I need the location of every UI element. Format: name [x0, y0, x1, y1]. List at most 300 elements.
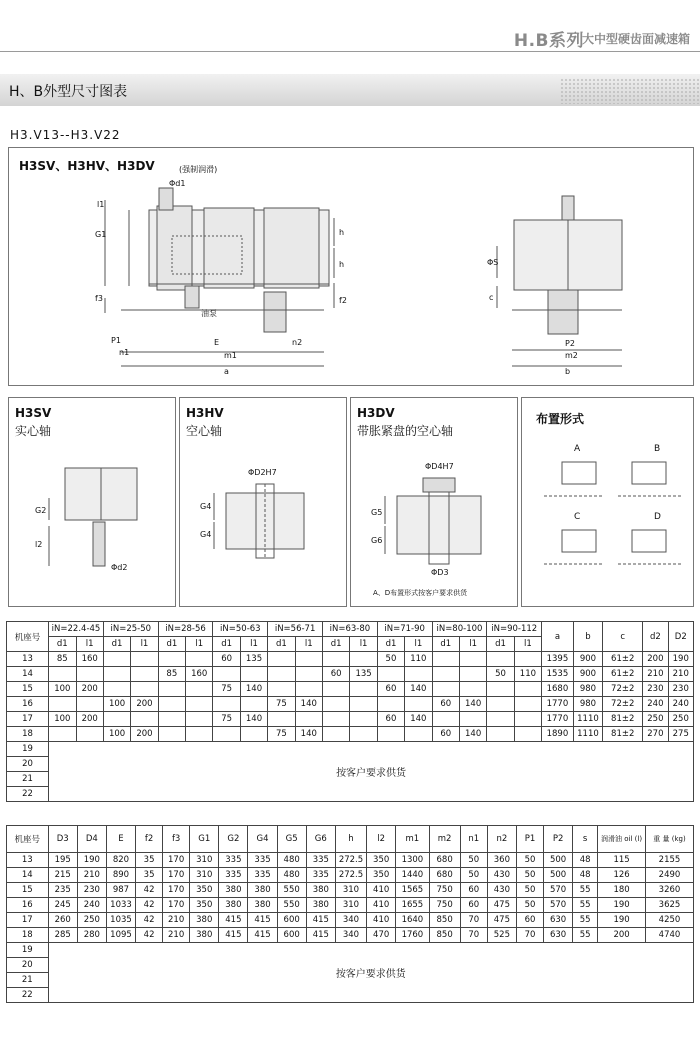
table1-cell: 140 [405, 682, 432, 697]
table1-cell [103, 682, 130, 697]
dim-h-upper: h [339, 228, 345, 237]
dim-G5: G5 [371, 508, 383, 517]
table2-cell: 190 [598, 913, 646, 928]
table2-cell: 350 [190, 883, 219, 898]
table1-cell [240, 727, 267, 742]
table1-cell: 160 [76, 652, 103, 667]
table2-cell: 55 [573, 898, 598, 913]
table2-cell: 50 [516, 853, 543, 868]
table1-cell [459, 652, 486, 667]
table2-cell: 50 [516, 868, 543, 883]
table2-cell: 335 [306, 868, 335, 883]
table2-header: P1 [516, 826, 543, 853]
table2-cell: 350 [367, 853, 396, 868]
table1-subheader-d1: d1 [377, 637, 404, 652]
dim-S: ΦS [487, 258, 499, 267]
table2-header: h [335, 826, 366, 853]
table2-cell: 310 [335, 898, 366, 913]
table2-cell: 380 [219, 883, 248, 898]
table2-cell: 50 [460, 868, 487, 883]
table1-cell [131, 712, 158, 727]
table1-row-id: 17 [7, 712, 49, 727]
table2-header: m1 [396, 826, 429, 853]
table1-cell [131, 652, 158, 667]
layout-label-a: A [574, 444, 581, 454]
table2-cell: 415 [219, 928, 248, 943]
table1-cell: 160 [186, 667, 213, 682]
table2-cell: 380 [190, 913, 219, 928]
table1-subheader-l1: l1 [186, 637, 213, 652]
table1-cell [158, 682, 185, 697]
section-title: H、B外型尺寸图表 [9, 84, 128, 100]
table2-cell: 195 [48, 853, 77, 868]
table1-cell [514, 712, 541, 727]
table1-cell [103, 712, 130, 727]
table2-header: 重 量 (kg) [646, 826, 694, 853]
table2-cell: 235 [48, 883, 77, 898]
table2-cell: 340 [335, 913, 366, 928]
table2-cell: 525 [487, 928, 516, 943]
table2-cell: 180 [598, 883, 646, 898]
table2-cell: 380 [248, 898, 277, 913]
table2-header: m2 [429, 826, 460, 853]
table1-cell [487, 712, 514, 727]
table2-cell: 190 [598, 898, 646, 913]
dim-P2: P2 [565, 339, 575, 348]
table1-cell: 60 [213, 652, 240, 667]
table2-cell: 60 [460, 883, 487, 898]
table1-subheader-d1: d1 [487, 637, 514, 652]
table2-cell: 1300 [396, 853, 429, 868]
table1-cell [350, 727, 377, 742]
table1-cell [240, 667, 267, 682]
table2-cell: 680 [429, 868, 460, 883]
table1-cell [103, 667, 130, 682]
table1-row-id: 16 [7, 697, 49, 712]
table1-cell: 110 [405, 652, 432, 667]
table1-notice: 按客户要求供货 [49, 742, 694, 802]
table1-cell [432, 652, 459, 667]
table-row [7, 913, 694, 928]
table-row [7, 712, 694, 727]
table2-cell: 550 [277, 883, 306, 898]
table1-cell: 980 [573, 682, 602, 697]
table2-cell: 210 [163, 913, 190, 928]
table2-header: f3 [163, 826, 190, 853]
main-drawing [8, 147, 694, 386]
table2-cell: 35 [136, 853, 163, 868]
table1-cell [240, 697, 267, 712]
table2-cell: 500 [544, 853, 573, 868]
table2-cell: 55 [573, 883, 598, 898]
table1-cell [158, 652, 185, 667]
table2-cell: 335 [306, 853, 335, 868]
table2-cell: 415 [306, 913, 335, 928]
table1-cell: 72±2 [603, 697, 643, 712]
table1-cell [76, 727, 103, 742]
table2-cell: 415 [306, 928, 335, 943]
table1-cell [131, 667, 158, 682]
table1-cell [487, 682, 514, 697]
table2-cell: 170 [163, 883, 190, 898]
table1-cell: 140 [459, 697, 486, 712]
table1-cell: 200 [131, 727, 158, 742]
table1-cell: 200 [76, 682, 103, 697]
table1-cell [350, 682, 377, 697]
table2-cell: 750 [429, 883, 460, 898]
table2-cell: 13 [7, 853, 49, 868]
table1-cell: 200 [643, 652, 668, 667]
dim-m1: m1 [224, 351, 237, 360]
table2-cell: 470 [367, 928, 396, 943]
panel-h3dv-note: A、D布置形式按客户要求供货 [373, 589, 468, 597]
table1-cell: 900 [573, 667, 602, 682]
table1-cell [103, 652, 130, 667]
table2-header: D4 [77, 826, 106, 853]
table1-cell: 60 [432, 727, 459, 742]
table1-cell: 75 [213, 712, 240, 727]
dim-c: c [489, 293, 494, 302]
table2-cell: 630 [544, 913, 573, 928]
dim-a: a [224, 367, 229, 376]
table1-cell [350, 697, 377, 712]
panel-layout [521, 397, 694, 607]
dim-f2: f2 [339, 296, 347, 305]
layout-label-d: D [654, 512, 661, 522]
table2-cell: 42 [136, 883, 163, 898]
table2-cell: 60 [460, 898, 487, 913]
table2-cell: 260 [48, 913, 77, 928]
table1-cell [295, 712, 322, 727]
layout-label-c: C [574, 512, 581, 522]
table1-subheader-d1: d1 [158, 637, 185, 652]
table2-cell: 820 [106, 853, 135, 868]
table1-cell [514, 697, 541, 712]
table1-cell: 200 [76, 712, 103, 727]
table1-cell [459, 667, 486, 682]
table2-cell: 230 [77, 883, 106, 898]
panel-h3sv-subtitle: 实心轴 [15, 424, 52, 438]
table1-cell [268, 712, 295, 727]
table1-cell: 85 [49, 652, 76, 667]
dim-D4: ΦD4H7 [425, 462, 454, 471]
dim-m2: m2 [565, 351, 578, 360]
table2-row-id: 20 [7, 958, 49, 973]
table1-cell: 140 [405, 712, 432, 727]
table1-subheader-d1: d1 [103, 637, 130, 652]
table2-cell: 750 [429, 898, 460, 913]
table1-subheader-l1: l1 [350, 637, 377, 652]
table1-header-c: c [603, 622, 643, 652]
table1-cell [76, 697, 103, 712]
table1-header-a: a [542, 622, 574, 652]
table1-cell: 75 [268, 727, 295, 742]
table2-cell: 850 [429, 928, 460, 943]
table2-cell: 600 [277, 928, 306, 943]
table1-cell: 230 [643, 682, 668, 697]
table2-cell: 480 [277, 868, 306, 883]
table-row [7, 883, 694, 898]
table1-cell [186, 652, 213, 667]
table1-cell [432, 667, 459, 682]
table1-cell [158, 727, 185, 742]
table1-subheader-d1: d1 [213, 637, 240, 652]
table1-cell: 1890 [542, 727, 574, 742]
table2-cell: 350 [190, 898, 219, 913]
table1-cell: 140 [240, 682, 267, 697]
table1-cell [323, 697, 350, 712]
dim-E: E [214, 338, 220, 347]
table1-header-ratio: iN=25-50 [103, 622, 158, 637]
table2-cell: 410 [367, 913, 396, 928]
table1-cell [323, 712, 350, 727]
table1-subheader-d1: d1 [323, 637, 350, 652]
table1-header-b: b [573, 622, 602, 652]
table2-cell: 15 [7, 883, 49, 898]
table2-cell: 680 [429, 853, 460, 868]
table2-cell: 55 [573, 913, 598, 928]
panel-layout-title: 布置形式 [536, 412, 585, 426]
table1-cell: 980 [573, 697, 602, 712]
table1-cell: 190 [668, 652, 693, 667]
panel-h3hv [179, 397, 347, 607]
table1-cell [49, 727, 76, 742]
table1-cell: 1110 [573, 727, 602, 742]
table2-cell: 335 [219, 868, 248, 883]
table2-cell: 55 [573, 928, 598, 943]
dim-G4-lower: G4 [200, 530, 212, 539]
panel-h3sv-title: H3SV [15, 406, 52, 420]
table2-header: n1 [460, 826, 487, 853]
table1-cell: 60 [323, 667, 350, 682]
table2-header: G6 [306, 826, 335, 853]
table2-cell: 272.5 [335, 853, 366, 868]
table2-cell: 190 [77, 853, 106, 868]
table1-cell [268, 682, 295, 697]
dim-f3: f3 [95, 294, 103, 303]
table2-cell: 50 [516, 898, 543, 913]
table2-cell: 42 [136, 928, 163, 943]
table1-cell [377, 697, 404, 712]
dim-n1: n1 [119, 348, 130, 357]
table1-cell [49, 667, 76, 682]
table1-cell: 110 [514, 667, 541, 682]
table1-header-ratio: iN=80-100 [432, 622, 487, 637]
table1-cell [487, 652, 514, 667]
table2-header: E [106, 826, 135, 853]
table1-cell [49, 697, 76, 712]
table1-cell: 250 [643, 712, 668, 727]
table2-cell: 1033 [106, 898, 135, 913]
panel-h3dv [350, 397, 518, 607]
table2-cell: 1565 [396, 883, 429, 898]
dim-h-lower: h [339, 260, 345, 269]
table-row [7, 667, 694, 682]
table2-cell: 1640 [396, 913, 429, 928]
table2-cell: 285 [48, 928, 77, 943]
table2-header: 润滑油 oil (l) [598, 826, 646, 853]
table1-cell [295, 652, 322, 667]
table1-cell [377, 667, 404, 682]
table1-cell: 230 [668, 682, 693, 697]
table2-row-id: 21 [7, 973, 49, 988]
main-drawing-note: (强制润滑) [179, 165, 218, 174]
table1-header-ratio: iN=28-56 [158, 622, 213, 637]
table1-cell [186, 712, 213, 727]
table2-cell: 380 [248, 883, 277, 898]
table2-cell: 115 [598, 853, 646, 868]
panel-h3hv-title: H3HV [186, 406, 224, 420]
table1-row-id: 14 [7, 667, 49, 682]
table2-cell: 335 [248, 853, 277, 868]
table1-cell: 100 [49, 682, 76, 697]
table1-cell: 61±2 [603, 652, 643, 667]
table1-cell [295, 667, 322, 682]
table1-header-d2: d2 [643, 622, 668, 652]
table1-cell [323, 652, 350, 667]
table1-cell: 135 [240, 652, 267, 667]
table2-cell: 410 [367, 898, 396, 913]
table1-header-ratio: iN=22.4-45 [49, 622, 104, 637]
table1-cell [186, 727, 213, 742]
table2-cell: 410 [367, 883, 396, 898]
table1-cell: 240 [668, 697, 693, 712]
table1-cell: 60 [432, 697, 459, 712]
dim-G2: G2 [35, 506, 47, 515]
table1-row-id: 21 [7, 772, 49, 787]
table1-cell [268, 667, 295, 682]
table1-cell [405, 667, 432, 682]
main-drawing-svg [9, 148, 693, 385]
table-row [7, 868, 694, 883]
table2-cell: 200 [598, 928, 646, 943]
dimension-table-2 [6, 825, 694, 1003]
table2-cell: 850 [429, 913, 460, 928]
table1-cell [295, 682, 322, 697]
table1-cell [213, 697, 240, 712]
table2-cell: 415 [248, 913, 277, 928]
table1-cell [186, 697, 213, 712]
table1-cell: 275 [668, 727, 693, 742]
table1-cell [459, 712, 486, 727]
table1-header-ratio: iN=50-63 [213, 622, 268, 637]
table1-subheader-l1: l1 [76, 637, 103, 652]
table2-cell: 280 [77, 928, 106, 943]
table1-cell: 75 [268, 697, 295, 712]
table2-cell: 987 [106, 883, 135, 898]
table1-row-id: 20 [7, 757, 49, 772]
table2-cell: 2155 [646, 853, 694, 868]
table2-cell: 310 [190, 868, 219, 883]
table2-cell: 380 [219, 898, 248, 913]
table2-cell: 1760 [396, 928, 429, 943]
table2-notice: 按客户要求供货 [48, 943, 693, 1003]
table1-cell: 72±2 [603, 682, 643, 697]
layout-label-b: B [654, 444, 661, 454]
table2-cell: 1035 [106, 913, 135, 928]
table2-cell: 415 [219, 913, 248, 928]
table1-cell [514, 682, 541, 697]
table2-cell: 4250 [646, 913, 694, 928]
table1-cell: 60 [377, 682, 404, 697]
table1-cell: 75 [213, 682, 240, 697]
table2-header: P2 [544, 826, 573, 853]
table2-cell: 475 [487, 898, 516, 913]
table2-cell: 335 [219, 853, 248, 868]
table2-cell: 240 [77, 898, 106, 913]
table1-subheader-l1: l1 [131, 637, 158, 652]
table2-cell: 170 [163, 868, 190, 883]
table1-cell: 135 [350, 667, 377, 682]
panel-h3dv-subtitle: 带胀紧盘的空心轴 [357, 424, 454, 438]
table1-cell: 210 [643, 667, 668, 682]
header-divider [0, 51, 700, 52]
table1-header-ratio: iN=63-80 [323, 622, 378, 637]
table1-cell: 60 [377, 712, 404, 727]
table1-row-id: 13 [7, 652, 49, 667]
dim-d1: Φd1 [169, 179, 186, 188]
oil-pump-label: 油泵 [201, 309, 217, 318]
table1-cell [350, 712, 377, 727]
table2-cell: 35 [136, 868, 163, 883]
table2-cell: 14 [7, 868, 49, 883]
table1-cell: 140 [295, 727, 322, 742]
table1-cell [432, 712, 459, 727]
table1-cell [213, 727, 240, 742]
table2-cell: 310 [335, 883, 366, 898]
dim-l1: l1 [97, 200, 105, 209]
table2-cell: 310 [190, 853, 219, 868]
table1-cell: 140 [459, 727, 486, 742]
table1-cell [350, 652, 377, 667]
table2-cell: 1095 [106, 928, 135, 943]
table-row [7, 853, 694, 868]
table1-cell: 210 [668, 667, 693, 682]
table2-cell: 570 [544, 898, 573, 913]
table1-cell: 81±2 [603, 727, 643, 742]
table1-cell [131, 682, 158, 697]
table2-cell: 415 [248, 928, 277, 943]
table2-cell: 430 [487, 868, 516, 883]
table1-subheader-l1: l1 [514, 637, 541, 652]
dim-D3: ΦD3 [431, 568, 449, 577]
table1-cell [377, 727, 404, 742]
table2-cell: 480 [277, 853, 306, 868]
table2-cell: 890 [106, 868, 135, 883]
table2-cell: 170 [163, 898, 190, 913]
table1-cell [459, 682, 486, 697]
dim-b: b [565, 367, 571, 376]
table1-subheader-l1: l1 [459, 637, 486, 652]
table2-cell: 48 [573, 853, 598, 868]
dim-G6: G6 [371, 536, 383, 545]
table1-cell [514, 727, 541, 742]
table2-header: n2 [487, 826, 516, 853]
main-drawing-title: H3SV、H3HV、H3DV [19, 159, 155, 173]
table2-cell: 70 [460, 928, 487, 943]
dim-D2: ΦD2H7 [248, 468, 277, 477]
panel-layout-svg [522, 398, 693, 606]
table1-cell: 81±2 [603, 712, 643, 727]
table1-cell [76, 667, 103, 682]
dim-d2: Φd2 [111, 563, 128, 572]
band-dot-pattern [560, 78, 700, 104]
table1-subheader-d1: d1 [268, 637, 295, 652]
table1-cell: 100 [49, 712, 76, 727]
table1-cell [405, 697, 432, 712]
table2-cell: 335 [248, 868, 277, 883]
table1-cell: 140 [295, 697, 322, 712]
